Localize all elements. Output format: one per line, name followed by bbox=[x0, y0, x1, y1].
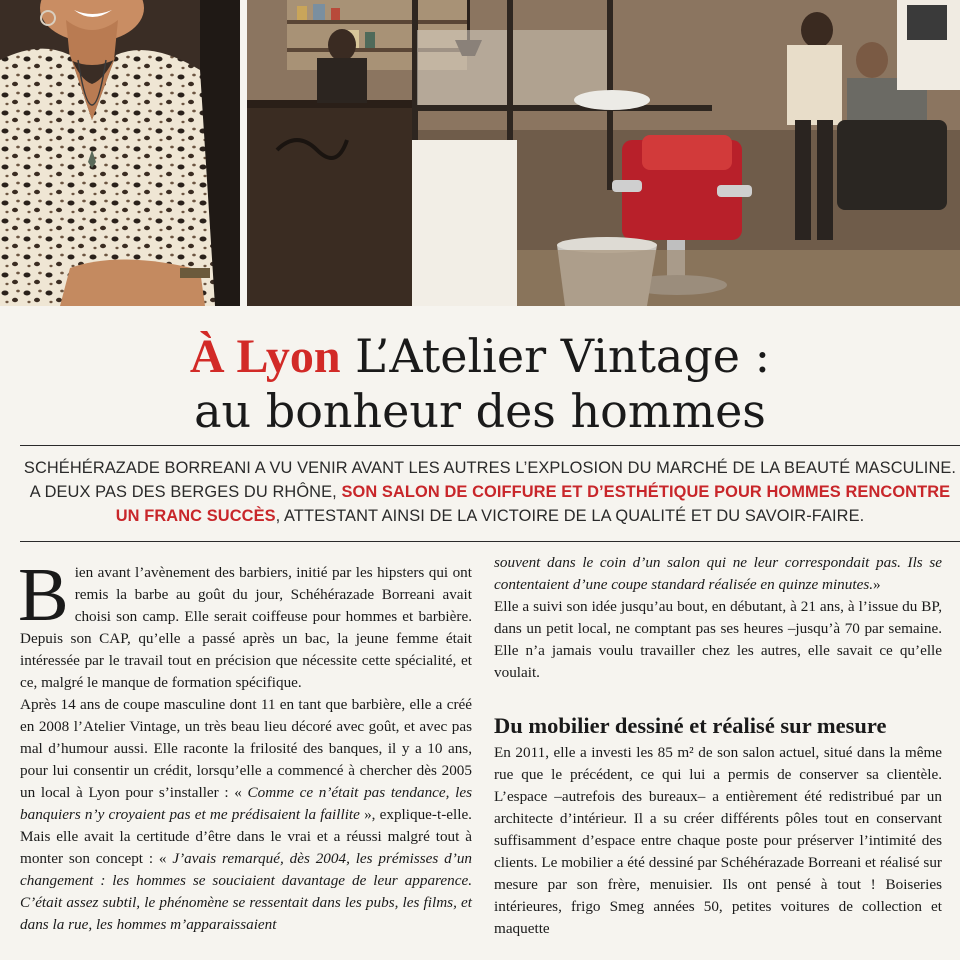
photo-gutter bbox=[240, 0, 247, 306]
portrait-photo bbox=[0, 0, 240, 306]
body-column-left bbox=[18, 553, 473, 936]
lead-bottom-rule bbox=[20, 541, 960, 542]
lead-line-3 bbox=[20, 504, 960, 528]
paragraph-career: Elle a suivi son idée jusqu’au bout, en débutant, à 21 ans, à l’issue du BP, dans un petit local, ne comptant pas ses heures –jusqu’à 70 par semaine. Elle n’a jamais voulu travailler chez les autres, elle savait ce qu’elle voulait. bbox=[494, 598, 942, 681]
quote-trend: J’avais remarqué, dès 2004, les prémisses d’un changement : les hommes se souciaient davantage de leur apparence. C’était assez subtil, le phénomène se ressentait dans les pubs, les films, et dans la rue, les hommes m’apparaissaient bbox=[20, 850, 473, 933]
body-column-right bbox=[494, 552, 942, 940]
lead-top-rule bbox=[20, 445, 960, 446]
drop-cap: B bbox=[18, 553, 69, 637]
paragraph-history-text-b: », explique-t-elle. Mais elle avait la certitude d’être dans le vrai et a réussi malgré tout à monter son concept : « bbox=[20, 806, 472, 867]
portrait-illustration bbox=[0, 0, 240, 306]
lead-line-2 bbox=[20, 480, 960, 504]
paragraph-history-text-a: Après 14 ans de coupe masculine dont 11 en tant que barbière, elle a créé en 2008 l’Atelier Vintage, un très beau lieu décoré avec goût, et avec pas mal d’humour aussi. Elle raconte la frilosité des banques, il y a 10 ans, pour lui consentir un crédit, lorsqu’elle a commencé à chercher dès 2005 un local à Lyon pour s’installer : « bbox=[20, 696, 472, 801]
paragraph-intro bbox=[18, 553, 472, 694]
paragraph-history bbox=[20, 694, 472, 936]
headline-line-2: au bonheur des hommes bbox=[194, 384, 766, 438]
headline-line-1 bbox=[0, 329, 960, 383]
lead-line-3-highlight: UN FRANC SUCCÈS bbox=[115, 507, 276, 525]
salon-illustration bbox=[247, 0, 960, 306]
lead-line-2-text: A DEUX PAS DES BERGES DU RHÔNE, bbox=[29, 483, 342, 501]
quote-continuation bbox=[494, 552, 942, 596]
quote-bankers: Comme ce n’était pas tendance, les banquiers n’y croyaient pas et me prédisaient la faillite bbox=[20, 784, 472, 823]
lead-line-1: SCHÉHÉRAZADE BORREANI A VU VENIR AVANT LES AUTRES L’EXPLOSION DU MARCHÉ DE LA BEAUTÉ MASCULINE. bbox=[23, 459, 957, 477]
lead-line-3-text: , ATTESTANT AINSI DE LA VICTOIRE DE LA QUALITÉ ET DU SAVOIR-FAIRE. bbox=[275, 507, 865, 525]
paragraph-furniture: En 2011, elle a investi les 85 m² de son salon actuel, situé dans la même rue que le précédent, ce qui lui a permis de conserver sa clientèle. L’espace –autrefois des bureaux– a entièrement été redistribué par un architecte d’intérieur. Il a su créer différents pôles tout en conservant suffisamment d’espace entre chaque poste pour préserver l’intimité des clients. Le mobilier a été dessiné par Schéhérazade Borreani et réalisé sur mesure par son frère, menuisier. Ils ont pensé à tout ! Boiseries intérieures, frigo Smeg années 50, petites voitures de collection et maquette bbox=[494, 744, 942, 937]
headline-name: L’Atelier Vintage : bbox=[340, 329, 771, 383]
photo-band bbox=[0, 0, 960, 306]
salon-photo bbox=[247, 0, 960, 306]
quote-continuation-text: souvent dans le coin d’un salon qui ne leur correspondait pas. Ils se contentaient d’une coupe standard réalisée en quinze minutes. bbox=[494, 554, 942, 593]
quote-close-mark: » bbox=[873, 576, 881, 593]
headline-location: À Lyon bbox=[189, 330, 341, 383]
lead-line-2-highlight: SON SALON DE COIFFURE ET D’ESTHÉTIQUE POUR HOMMES RENCONTRE bbox=[341, 483, 951, 501]
section-subheading: Du mobilier dessiné et réalisé sur mesure bbox=[494, 713, 887, 738]
paragraph-intro-text: ien avant l’avènement des barbiers, initié par les hipsters qui ont remis la barbe au goût du jour, Schéhérazade Borreani avait choisi son camp. Elle serait coiffeuse pour hommes et barbière. Depuis son CAP, qu’elle a passé après un bac, la jeune femme était intéressée par le travail tout en précision que nécessite cette spécialité, et ce, malgré le manque de formation spécifique. bbox=[20, 564, 472, 691]
